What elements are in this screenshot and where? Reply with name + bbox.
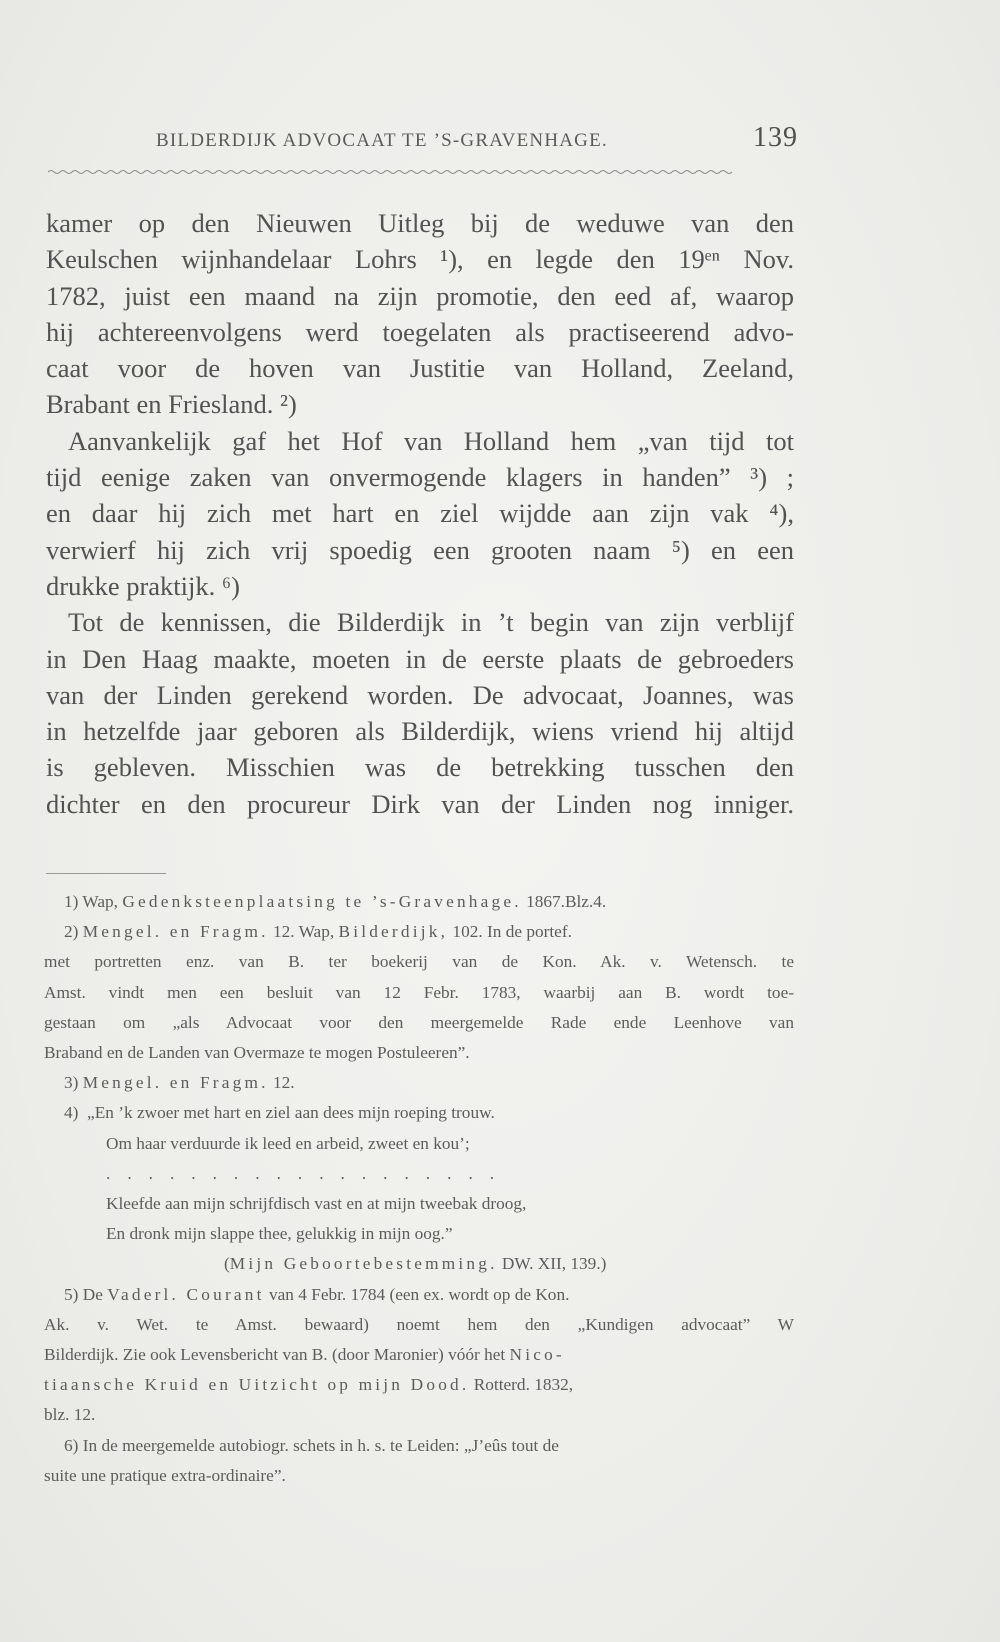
footnote-3	[44, 1068, 794, 1098]
footnote-text: van 4 Febr. 1784 (een ex. wordt op de Kon.	[268, 1284, 570, 1304]
footnote-mark: 1)	[64, 892, 79, 911]
body-line: Tot de kennissen, die Bilderdijk in ’t begin van zijn verblijf	[68, 607, 794, 638]
body-line: dichter en den procureur Dirk van der Linden nog inniger.	[46, 788, 794, 819]
body-line: en daar hij zich met hart en ziel wijdde aan zijn vak ⁴),	[46, 498, 794, 529]
body-line: hij achtereenvolgens werd toegelaten als practiseerend advo-	[46, 316, 794, 347]
footnote-text: 102. In de portef.	[452, 922, 572, 942]
body-line: van der Linden gerekend worden. De advocaat, Joannes, was	[46, 679, 794, 710]
footnote-title: Mengel. en Fragm.	[82, 1073, 269, 1093]
body-text	[46, 205, 794, 822]
footnote-mark: 6)	[64, 1435, 79, 1455]
body-line: in Den Haag maakte, moeten in de eerste plaats de gebroeders	[46, 643, 794, 674]
footnote-title: Nico-	[509, 1345, 565, 1365]
footnote-text: 12.	[272, 1073, 295, 1093]
verse-citation	[44, 1249, 794, 1279]
body-line: Aanvankelijk gaf het Hof van Holland hem „van tijd tot	[68, 425, 794, 456]
footnote-mark: 3)	[64, 1073, 79, 1093]
footnote-1	[44, 887, 794, 917]
footnote-6	[44, 1431, 794, 1461]
body-line: verwierf hij zich vrij spoedig een grooten naam ⁵) en een	[46, 534, 794, 565]
footnote-text: Wap,	[82, 892, 118, 911]
footnote-text: De	[82, 1284, 103, 1304]
footnote-line	[44, 1370, 794, 1400]
footnote-line: met portretten enz. van B. ter boekerij van de Kon. Ak. v. Wetensch. te	[44, 952, 794, 972]
body-line: drukke praktijk. ⁶)	[46, 570, 240, 601]
footnote-line: gestaan om „als Advocaat voor den meergemelde Rade ende Leenhove van	[44, 1012, 794, 1032]
footnote-line: Braband en de Landen van Overmaze te mogen Postuleeren”.	[44, 1043, 470, 1063]
footnote-line: blz. 12.	[44, 1405, 96, 1425]
footnote-title: tiaansche Kruid en Uitzicht op mijn Dood.	[44, 1375, 470, 1395]
footnote-separator	[46, 873, 166, 874]
footnote-text: In de meergemelde autobiogr. schets in h. s. te Leiden: „J’eûs tout de	[82, 1435, 559, 1455]
footnote-title: Gedenksteenplaatsing te ’s-Gravenhage.	[122, 892, 522, 911]
citation-title: Mijn Geboortebestemming.	[229, 1254, 498, 1274]
running-head	[48, 122, 798, 162]
page-number: 139	[753, 122, 798, 153]
body-line: Brabant en Friesland. ²)	[46, 389, 297, 420]
footnote-line: Ak. v. Wet. te Amst. bewaard) noemt hem den „Kundigen advocaat” W	[44, 1314, 794, 1334]
citation-open: (	[224, 1254, 230, 1274]
footnote-mark: 5)	[64, 1284, 79, 1304]
footnote-text: Bilderdijk. Zie ook Levensbericht van B. (door Maronier) vóór het	[44, 1345, 506, 1365]
footnote-text: 1867.Blz.4.	[526, 892, 607, 911]
footnote-4	[44, 1098, 794, 1128]
wavy-rule	[48, 168, 798, 176]
verse-line: „En ’k zwoer met hart en ziel aan dees mijn roeping trouw.	[87, 1103, 495, 1123]
footnote-title: Bilderdijk,	[338, 922, 449, 942]
citation-rest: DW. XII, 139.)	[501, 1254, 607, 1274]
footnotes	[44, 887, 794, 1491]
body-line: in hetzelfde jaar geboren als Bilderdijk, wiens vriend hij altijd	[46, 716, 794, 747]
footnote-text: Wap,	[298, 922, 335, 942]
footnote-5	[44, 1280, 794, 1310]
footnote-text: 12.	[272, 922, 295, 942]
footnote-line: Amst. vindt men een besluit van 12 Febr. 1783, waarbij aan B. wordt toe-	[44, 982, 794, 1002]
body-line: is gebleven. Misschien was de betrekking tusschen den	[46, 752, 794, 783]
verse-ellipsis: ...................	[106, 1163, 512, 1183]
verse-line: Om haar verduurde ik leed en arbeid, zweet en kou’;	[106, 1133, 470, 1153]
footnote-mark: 4)	[64, 1103, 79, 1123]
footnote-2	[44, 917, 794, 947]
body-line: Keulschen wijnhandelaar Lohrs ¹), en legde den 19ᵉⁿ Nov.	[46, 244, 794, 275]
footnote-text: Rotterd. 1832,	[473, 1375, 574, 1395]
footnote-line: suite une pratique extra-ordinaire”.	[44, 1465, 286, 1485]
body-line: caat voor de hoven van Justitie van Holland, Zeeland,	[46, 353, 794, 384]
verse-line: Kleefde aan mijn schrijfdisch vast en at mijn tweebak droog,	[106, 1194, 527, 1214]
footnote-mark: 2)	[64, 922, 79, 942]
footnote-title: Mengel. en Fragm.	[82, 922, 269, 942]
verse-line: En dronk mijn slappe thee, gelukkig in mijn oog.”	[106, 1224, 453, 1244]
body-line: tijd eenige zaken van onvermogende klagers in handen” ³) ;	[46, 462, 794, 493]
footnote-title: Vaderl. Courant	[107, 1284, 265, 1304]
footnote-line	[44, 1340, 794, 1370]
body-line: 1782, juist een maand na zijn promotie, den eed af, waarop	[46, 280, 794, 311]
body-line: kamer op den Nieuwen Uitleg bij de weduwe van den	[46, 208, 794, 238]
running-title: BILDERDIJK ADVOCAAT TE ’S-GRAVENHAGE.	[156, 130, 608, 151]
